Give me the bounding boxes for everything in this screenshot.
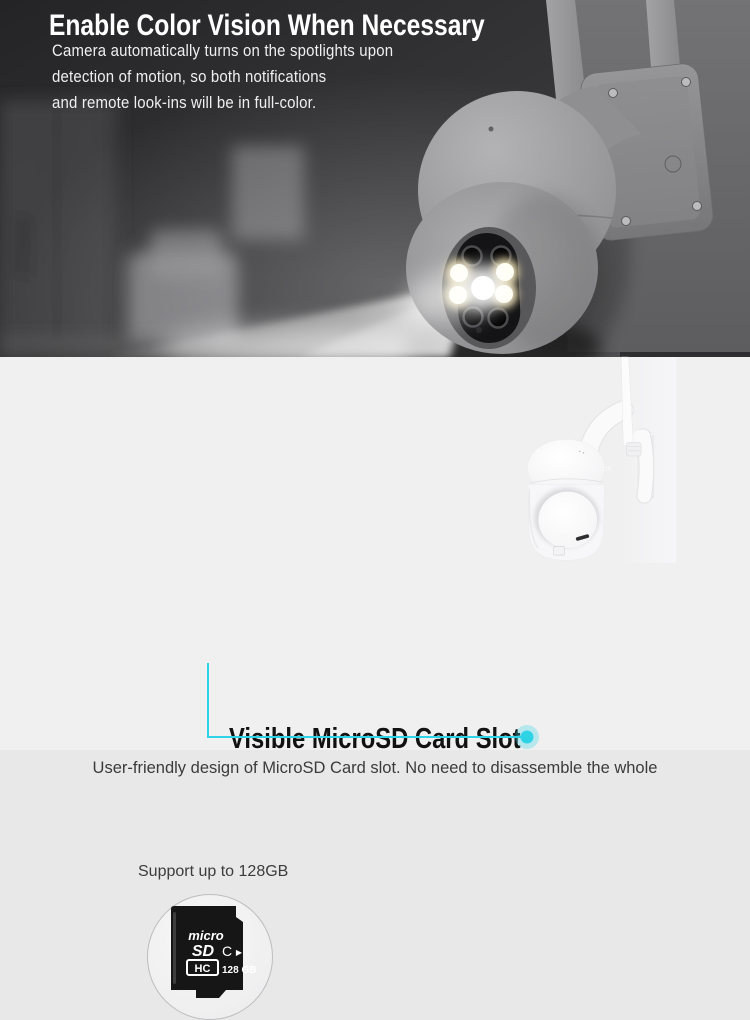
faint-watermark: 128	[601, 466, 611, 473]
description-line-3: and remote look-ins will be in full-color.	[52, 93, 317, 112]
section-title-text: Enable Color Vision When Necessary	[49, 9, 485, 42]
microsd-section	[0, 357, 750, 976]
camera-head	[527, 439, 605, 560]
section-description	[52, 38, 393, 116]
mic-hole	[579, 450, 581, 452]
microsd-title-text: Visible MicroSD Card Slot	[229, 723, 521, 755]
card-brand-hc: HC	[194, 963, 211, 975]
lens-ball	[538, 492, 597, 549]
card-speed-class: C	[221, 943, 233, 959]
sd-card-badge	[147, 894, 273, 1020]
light-sensor-dot	[476, 327, 482, 333]
mic-hole-2	[583, 452, 585, 454]
description-line-2: detection of motion, so both notifications	[52, 67, 327, 86]
capacity-label: Support up to 128GB	[138, 863, 289, 880]
card-edge-highlight	[173, 912, 176, 984]
white-camera-illustration	[440, 357, 750, 750]
card-arrow-icon: ▶	[235, 948, 243, 957]
card-brand-sd: SD	[191, 943, 215, 960]
microsd-card-illustration	[170, 905, 257, 1001]
color-vision-section	[0, 0, 750, 357]
card-capacity: 128 GB	[222, 965, 257, 976]
antenna-hinge-nut	[626, 442, 641, 456]
sd-card-slot	[554, 547, 565, 555]
description-line-1: Camera automatically turns on the spotlights upon	[52, 41, 394, 60]
microsd-subtitle: User-friendly design of MicroSD Card slot. No need to disassemble the whole	[92, 759, 658, 777]
card-brand-micro: micro	[188, 928, 224, 943]
mic-hole	[489, 127, 494, 132]
